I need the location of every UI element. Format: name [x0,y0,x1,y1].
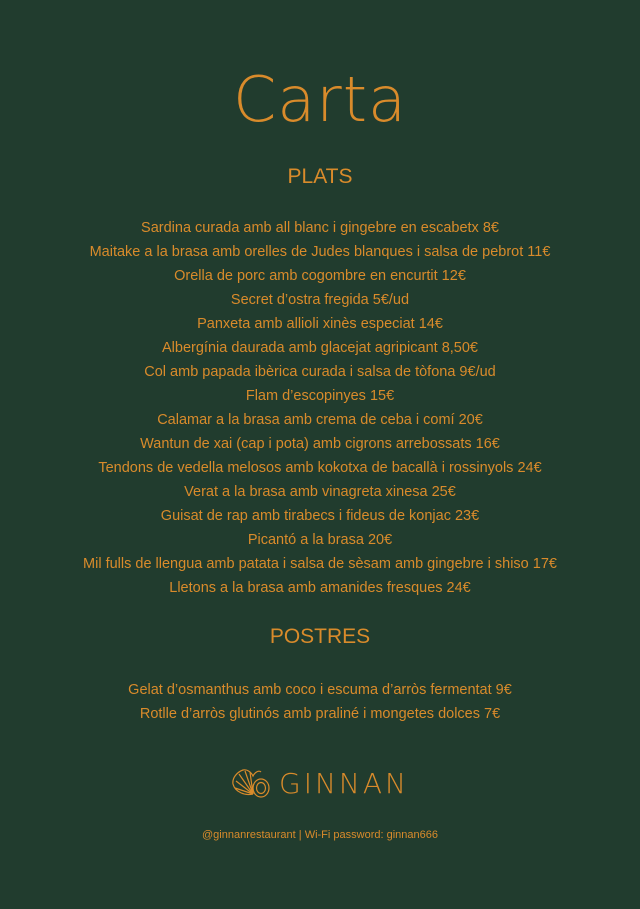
menu-item: Maitake a la brasa amb orelles de Judes blanques i salsa de pebrot 11€ [89,244,551,260]
menu-item: Flam d’escopinyes 15€ [245,388,395,404]
menu-item: Panxeta amb allioli xinès especiat 14€ [197,316,443,332]
section-heading-postres: POSTRES [269,625,371,648]
page-title: Carta [232,63,408,136]
menu-item: Albergínia daurada amb glacejat agripicant 8,50€ [162,340,478,356]
menu-item: Tendons de vedella melosos amb kokotxa de bacallà i rossinyols 24€ [98,460,542,476]
menu-item: Rotlle d’arròs glutinós amb praliné i mongetes dolces 7€ [139,706,501,722]
postres-list [0,678,640,726]
menu-item: Secret d’ostra fregida 5€/ud [230,292,410,308]
brand-logo [0,766,640,800]
footer-text: @ginnanrestaurant | Wi-Fi password: ginnan666 [202,829,438,841]
section-heading-plats: PLATS [287,165,353,188]
menu-item: Calamar a la brasa amb crema de ceba i comí 20€ [157,412,483,428]
menu-item: Gelat d’osmanthus amb coco i escuma d’arròs fermentat 9€ [128,682,512,698]
menu-item: Wantun de xai (cap i pota) amb cigrons arrebossats 16€ [140,436,500,452]
menu-item: Verat a la brasa amb vinagreta xinesa 25€ [184,484,456,500]
menu-item: Orella de porc amb cogombre en encurtit 12€ [174,268,466,284]
menu-item: Guisat de rap amb tirabecs i fideus de konjac 23€ [160,508,480,524]
menu-item: Lletons a la brasa amb amanides fresques 24€ [169,580,471,596]
menu-item: Sardina curada amb all blanc i gingebre en escabetx 8€ [141,220,499,236]
brand-name: GINNAN [279,766,409,800]
ginkgo-leaf-icon [231,766,271,800]
menu-item: Mil fulls de llengua amb patata i salsa de sèsam amb gingebre i shiso 17€ [83,556,557,572]
menu-item: Col amb papada ibèrica curada i salsa de tòfona 9€/ud [144,364,496,380]
menu-item: Picantó a la brasa 20€ [247,532,393,548]
plats-list [0,216,640,600]
